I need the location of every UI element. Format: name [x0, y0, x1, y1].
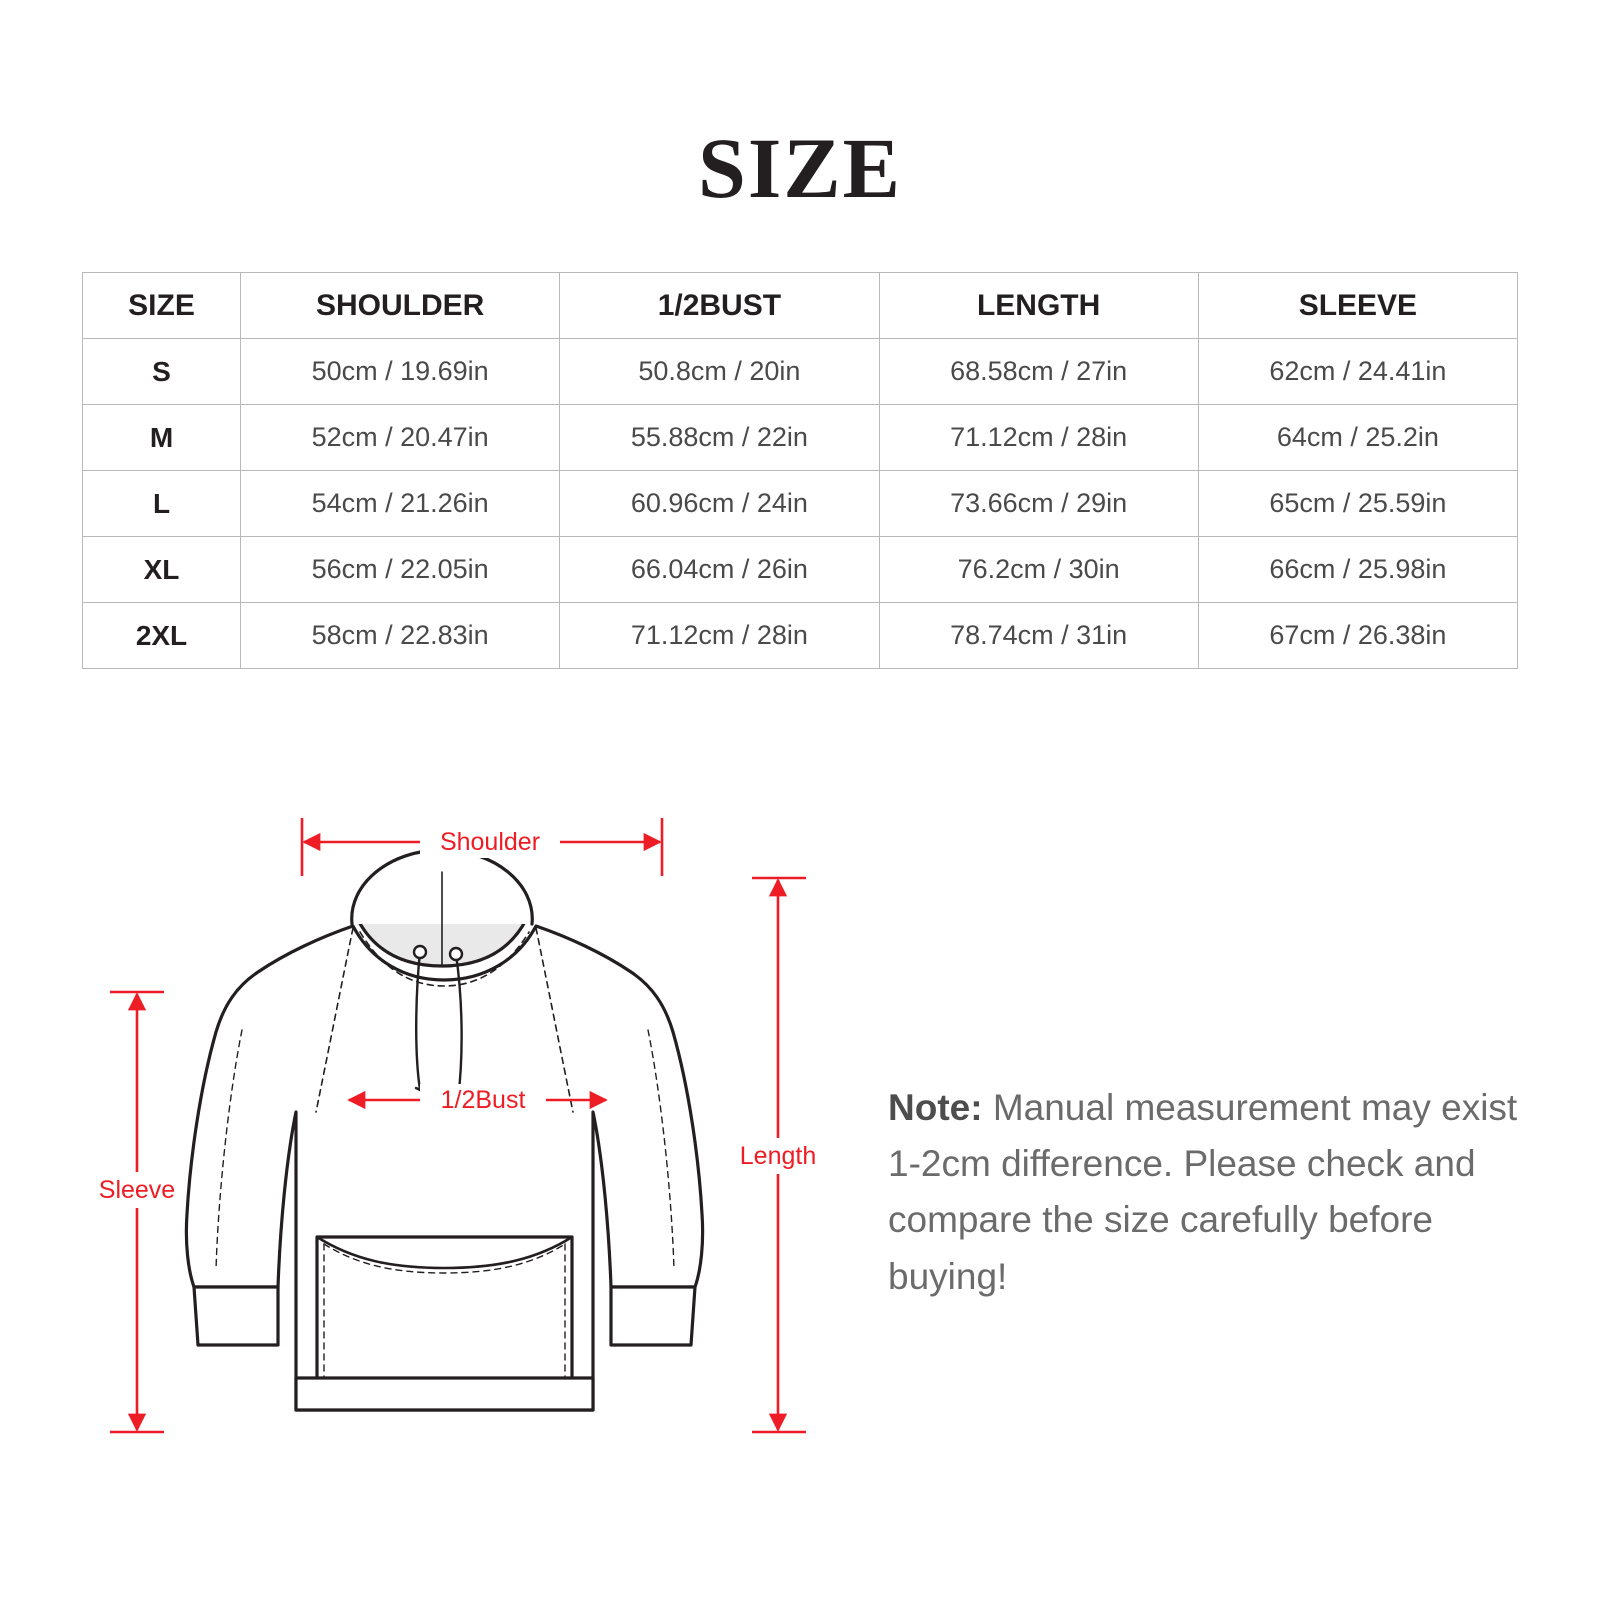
cell-sleeve: 65cm / 25.59in — [1198, 471, 1517, 537]
sleeve-label: Sleeve — [98, 1176, 176, 1204]
size-chart-table — [82, 272, 1518, 669]
cell-shoulder: 50cm / 19.69in — [241, 339, 560, 405]
page-title: SIZE — [697, 120, 903, 216]
note-label: Note: — [888, 1087, 983, 1128]
cell-bust: 71.12cm / 28in — [560, 603, 879, 669]
measurement-note — [888, 1080, 1528, 1305]
sleeve-measure-annotation — [110, 992, 164, 1432]
column-header-shoulder: SHOULDER — [241, 273, 560, 339]
cell-length: 68.58cm / 27in — [879, 339, 1198, 405]
cell-length: 73.66cm / 29in — [879, 471, 1198, 537]
cell-bust: 50.8cm / 20in — [560, 339, 879, 405]
cell-bust: 60.96cm / 24in — [560, 471, 879, 537]
cell-size: XL — [83, 537, 241, 603]
cell-sleeve: 62cm / 24.41in — [1198, 339, 1517, 405]
cell-length: 76.2cm / 30in — [879, 537, 1198, 603]
table-row — [83, 603, 1518, 669]
cell-size: S — [83, 339, 241, 405]
cell-sleeve: 66cm / 25.98in — [1198, 537, 1517, 603]
cell-sleeve: 64cm / 25.2in — [1198, 405, 1517, 471]
column-header-length: LENGTH — [879, 273, 1198, 339]
table-row — [83, 405, 1518, 471]
cell-length: 71.12cm / 28in — [879, 405, 1198, 471]
cell-length: 78.74cm / 31in — [879, 603, 1198, 669]
cell-size: M — [83, 405, 241, 471]
cell-size: L — [83, 471, 241, 537]
cell-shoulder: 56cm / 22.05in — [241, 537, 560, 603]
cell-shoulder: 54cm / 21.26in — [241, 471, 560, 537]
table-row — [83, 471, 1518, 537]
note-text: Manual measurement may exist 1-2cm difference. Please check and compare the size carefully before buying! — [888, 1087, 1518, 1297]
bust-label: 1/2Bust — [440, 1086, 526, 1114]
table-header-row — [83, 273, 1518, 339]
cell-shoulder: 58cm / 22.83in — [241, 603, 560, 669]
length-label: Length — [739, 1142, 817, 1170]
cell-shoulder: 52cm / 20.47in — [241, 405, 560, 471]
table-row — [83, 339, 1518, 405]
column-header-bust: 1/2BUST — [560, 273, 879, 339]
hoodie-icon — [186, 850, 702, 1410]
cell-bust: 55.88cm / 22in — [560, 405, 879, 471]
measurement-diagram — [90, 800, 880, 1500]
cell-sleeve: 67cm / 26.38in — [1198, 603, 1517, 669]
cell-bust: 66.04cm / 26in — [560, 537, 879, 603]
shoulder-label: Shoulder — [439, 828, 541, 856]
cell-size: 2XL — [83, 603, 241, 669]
column-header-sleeve: SLEEVE — [1198, 273, 1517, 339]
table-row — [83, 537, 1518, 603]
column-header-size: SIZE — [83, 273, 241, 339]
